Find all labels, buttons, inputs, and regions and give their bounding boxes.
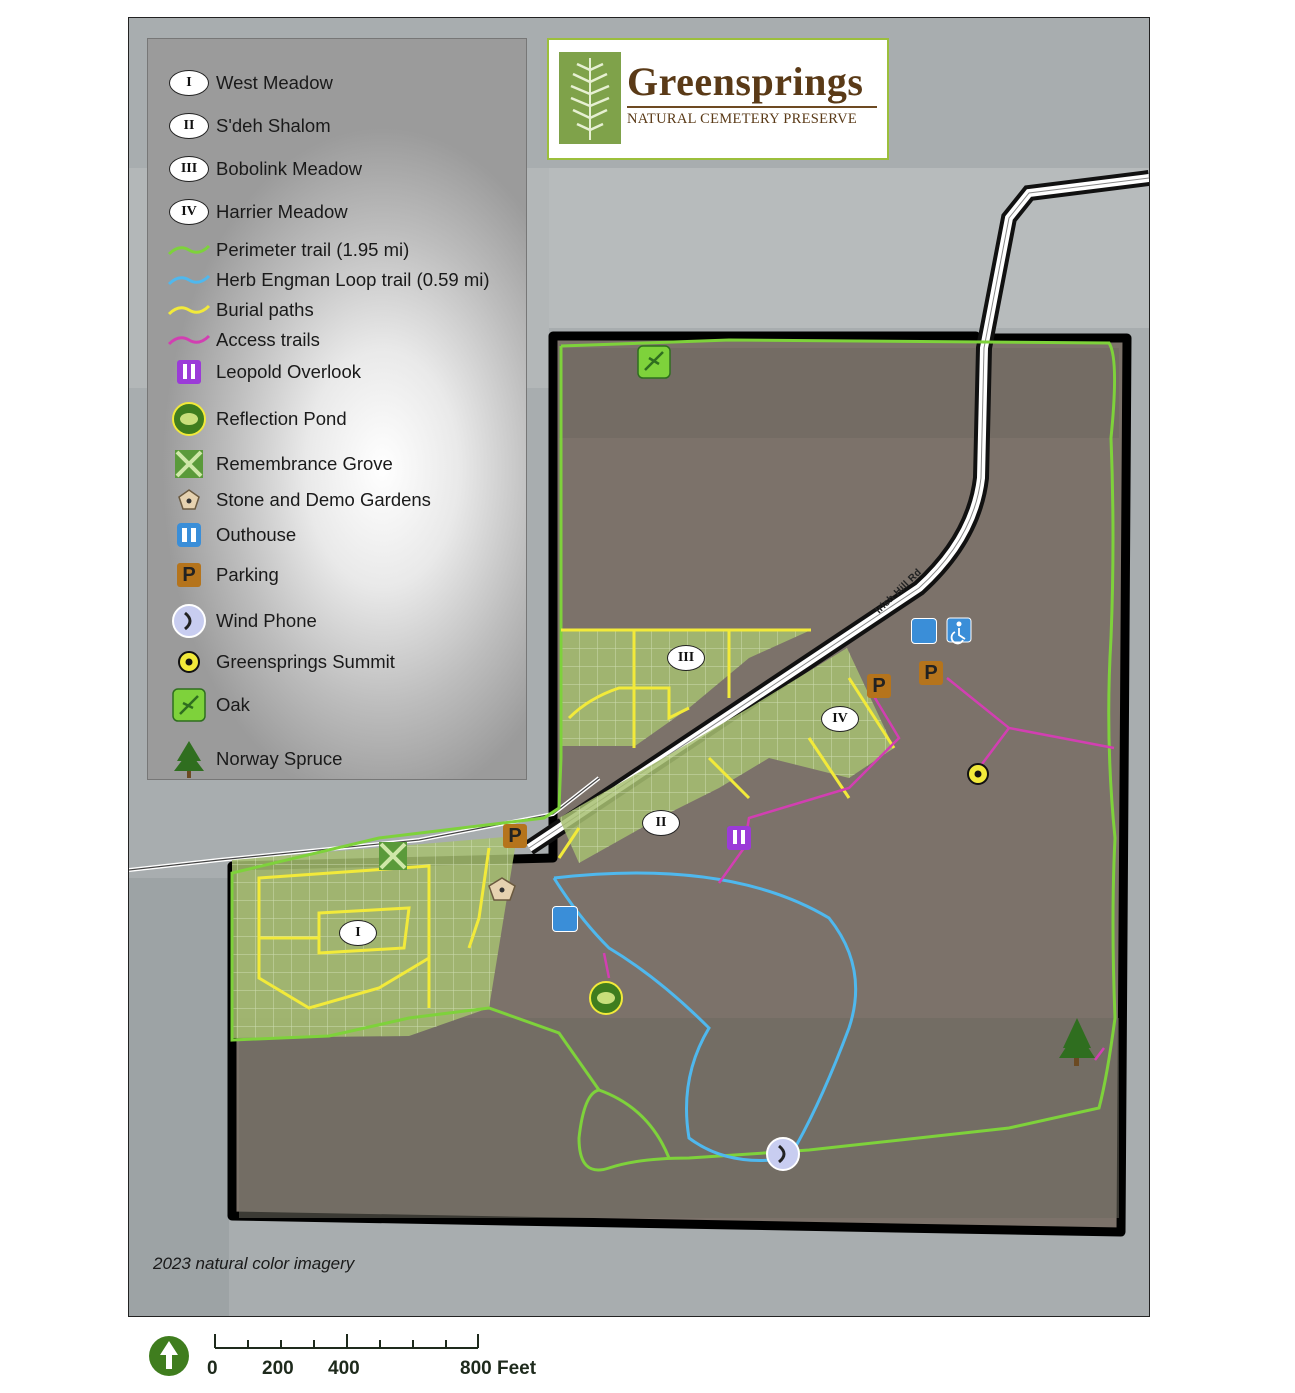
legend-trail-loop (148, 265, 490, 295)
legend-meadow-ii (148, 111, 331, 141)
access-line-icon (167, 332, 211, 348)
legend-label: Perimeter trail (1.95 mi) (216, 239, 410, 260)
scale-label-800: 800 Feet (460, 1358, 537, 1379)
preserve-logo (547, 38, 889, 160)
legend-label: Greensprings Summit (216, 651, 395, 672)
legend-feature-pond (148, 399, 347, 439)
perimeter-line-icon (167, 242, 211, 258)
legend-feature-phone (148, 601, 317, 641)
legend-label: Oak (216, 694, 250, 715)
leopold-overlook-icon[interactable] (727, 826, 751, 850)
legend-feature-garden (148, 485, 431, 515)
legend-label: Reflection Pond (216, 408, 347, 429)
legend-meadow-i (148, 68, 333, 98)
legend-label: Parking (216, 564, 279, 585)
legend-label: Leopold Overlook (216, 361, 362, 382)
legend-label: Access trails (216, 329, 320, 350)
meadow-marker-ii[interactable]: II (642, 810, 680, 836)
legend-feature-summit (148, 647, 395, 677)
legend-feature-spruce (148, 739, 342, 779)
fern-icon (559, 52, 621, 144)
restroom-icon (176, 522, 202, 548)
legend-label: Wind Phone (216, 610, 317, 631)
phone-icon (171, 603, 207, 639)
grove-icon (174, 449, 204, 479)
parking-icon[interactable]: P (867, 674, 891, 698)
legend-feature-parking (148, 560, 279, 590)
legend-meadow-iv (148, 197, 348, 227)
legend-trail-burial (148, 295, 314, 325)
legend-meadow-iii (148, 154, 362, 184)
legend-feature-oak (148, 685, 250, 725)
scale-bar (210, 1330, 485, 1354)
scale-label-400: 400 (328, 1358, 360, 1379)
outhouse-icon[interactable] (911, 618, 937, 644)
legend-label: Burial paths (216, 299, 314, 320)
map-frame (128, 17, 1150, 1317)
legend-label: Stone and Demo Gardens (216, 489, 431, 510)
legend-label: Outhouse (216, 524, 297, 545)
summit-icon (177, 650, 201, 674)
road-label: Irish Hill Rd (873, 566, 924, 617)
numeral-badge: I (169, 70, 209, 96)
legend-trail-perimeter (148, 235, 409, 265)
imagery-note: 2023 natural color imagery (153, 1254, 355, 1273)
legend-feature-outhouse (148, 520, 296, 550)
burial-line-icon (167, 302, 211, 318)
legend-trail-access (148, 325, 320, 355)
legend-label: Norway Spruce (216, 748, 343, 769)
logo-rule (627, 106, 877, 108)
scale-label-200: 200 (262, 1358, 294, 1379)
oak-leaf-icon (171, 687, 207, 723)
logo-subtitle: NATURAL CEMETERY PRESERVE (627, 111, 858, 127)
legend-label: Bobolink Meadow (216, 158, 363, 179)
legend-label: Herb Engman Loop trail (0.59 mi) (216, 269, 490, 290)
legend-label: S'deh Shalom (216, 115, 331, 136)
north-arrow-icon (148, 1335, 190, 1377)
numeral-badge: IV (169, 199, 209, 225)
legend-feature-grove (148, 449, 393, 479)
frog-icon (171, 401, 207, 437)
meadow-marker-i[interactable]: I (339, 920, 377, 946)
outhouse-icon[interactable] (552, 906, 578, 932)
scale-label-0: 0 (207, 1358, 218, 1379)
meadow-marker-iii[interactable]: III (667, 645, 705, 671)
parking-icon[interactable]: P (919, 661, 943, 685)
parking-icon: P (177, 563, 201, 587)
numeral-badge: II (169, 113, 209, 139)
legend-label: Harrier Meadow (216, 201, 348, 222)
numeral-badge: III (169, 156, 209, 182)
map-legend (147, 38, 527, 780)
spruce-tree-icon (171, 739, 207, 779)
loop-line-icon (167, 272, 211, 288)
logo-title: Greensprings (627, 59, 864, 104)
binoculars-icon (176, 359, 202, 385)
pentagon-icon (177, 488, 201, 512)
meadow-marker-iv[interactable]: IV (821, 706, 859, 732)
legend-label: West Meadow (216, 72, 333, 93)
legend-label: Remembrance Grove (216, 453, 393, 474)
legend-feature-overlook (148, 357, 361, 387)
parking-icon[interactable]: P (503, 824, 527, 848)
